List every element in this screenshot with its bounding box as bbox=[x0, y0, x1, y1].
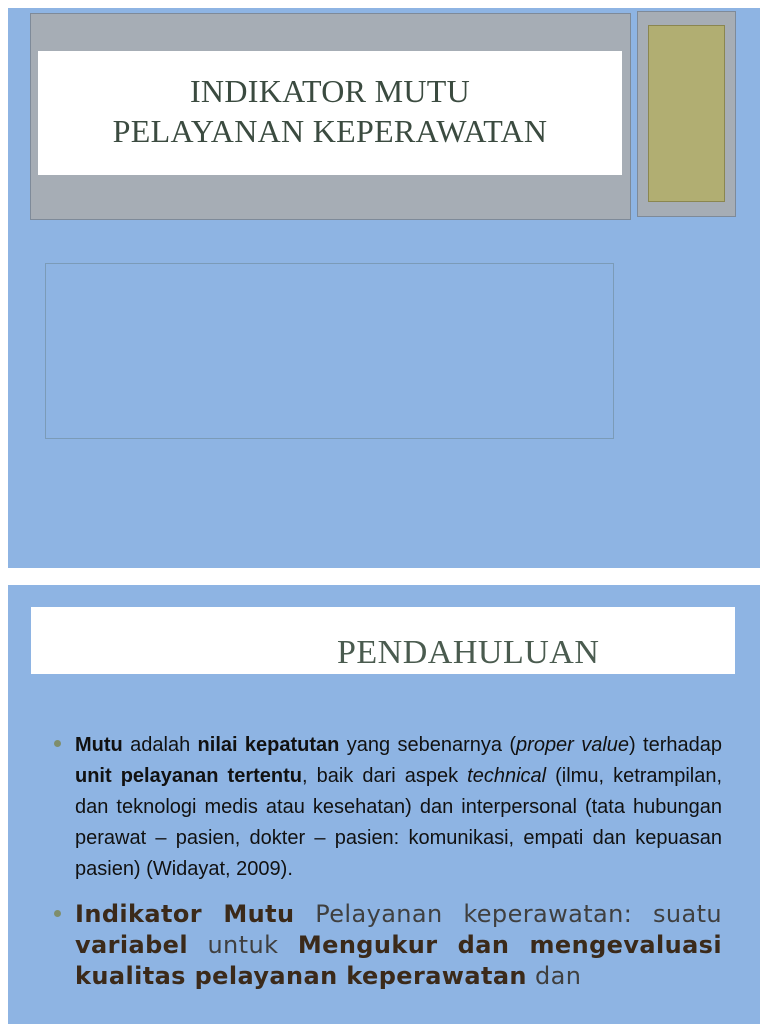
bullet-item bbox=[54, 899, 722, 992]
heading-box bbox=[31, 607, 735, 674]
subtitle-placeholder bbox=[45, 263, 614, 439]
term-indikator-mutu: Indikator Mutu bbox=[75, 900, 295, 928]
text-segment: yang sebenarnya ( bbox=[339, 734, 517, 756]
term-mutu: Mutu bbox=[75, 734, 123, 756]
text-segment: ) terhadap bbox=[629, 734, 723, 756]
bullet-list bbox=[54, 730, 722, 992]
text-segment: untuk bbox=[187, 931, 298, 959]
term-technical: technical bbox=[467, 765, 547, 787]
slide-heading: PENDAHULUAN bbox=[337, 634, 600, 671]
title-line-2: PELAYANAN KEPERAWATAN bbox=[112, 113, 548, 149]
term-nilai-kepatutan: nilai kepatutan bbox=[197, 734, 340, 756]
accent-block bbox=[648, 25, 725, 202]
term-proper-value: proper value bbox=[516, 734, 630, 756]
slide-title bbox=[38, 71, 622, 151]
title-box bbox=[38, 51, 622, 175]
text-segment: dan bbox=[526, 962, 582, 990]
term-variabel: variabel bbox=[75, 931, 188, 959]
bullet-dot-icon bbox=[54, 910, 61, 917]
title-line-1: INDIKATOR MUTU bbox=[189, 73, 471, 109]
content-slide bbox=[8, 585, 760, 1024]
term-mengukur: Mengukur dan mengevaluasi kualitas pelayanan keperawatan bbox=[75, 931, 722, 990]
text-segment: Pelayanan keperawatan: suatu bbox=[294, 900, 722, 928]
text-segment: adalah bbox=[122, 734, 198, 756]
text-segment: (ilmu, ketrampilan, dan teknologi medis atau kesehatan) dan interpersonal (tata hubungan perawat – pasien, dokter – pasien: komunikasi, empati dan kepuasan pasien) (Widayat, 2009). bbox=[75, 765, 723, 880]
term-unit-pelayanan: unit pelayanan tertentu bbox=[75, 765, 303, 787]
bullet-item bbox=[54, 730, 722, 885]
bullet-dot-icon bbox=[54, 740, 61, 747]
title-slide bbox=[8, 8, 760, 568]
text-segment: , baik dari aspek bbox=[302, 765, 468, 787]
